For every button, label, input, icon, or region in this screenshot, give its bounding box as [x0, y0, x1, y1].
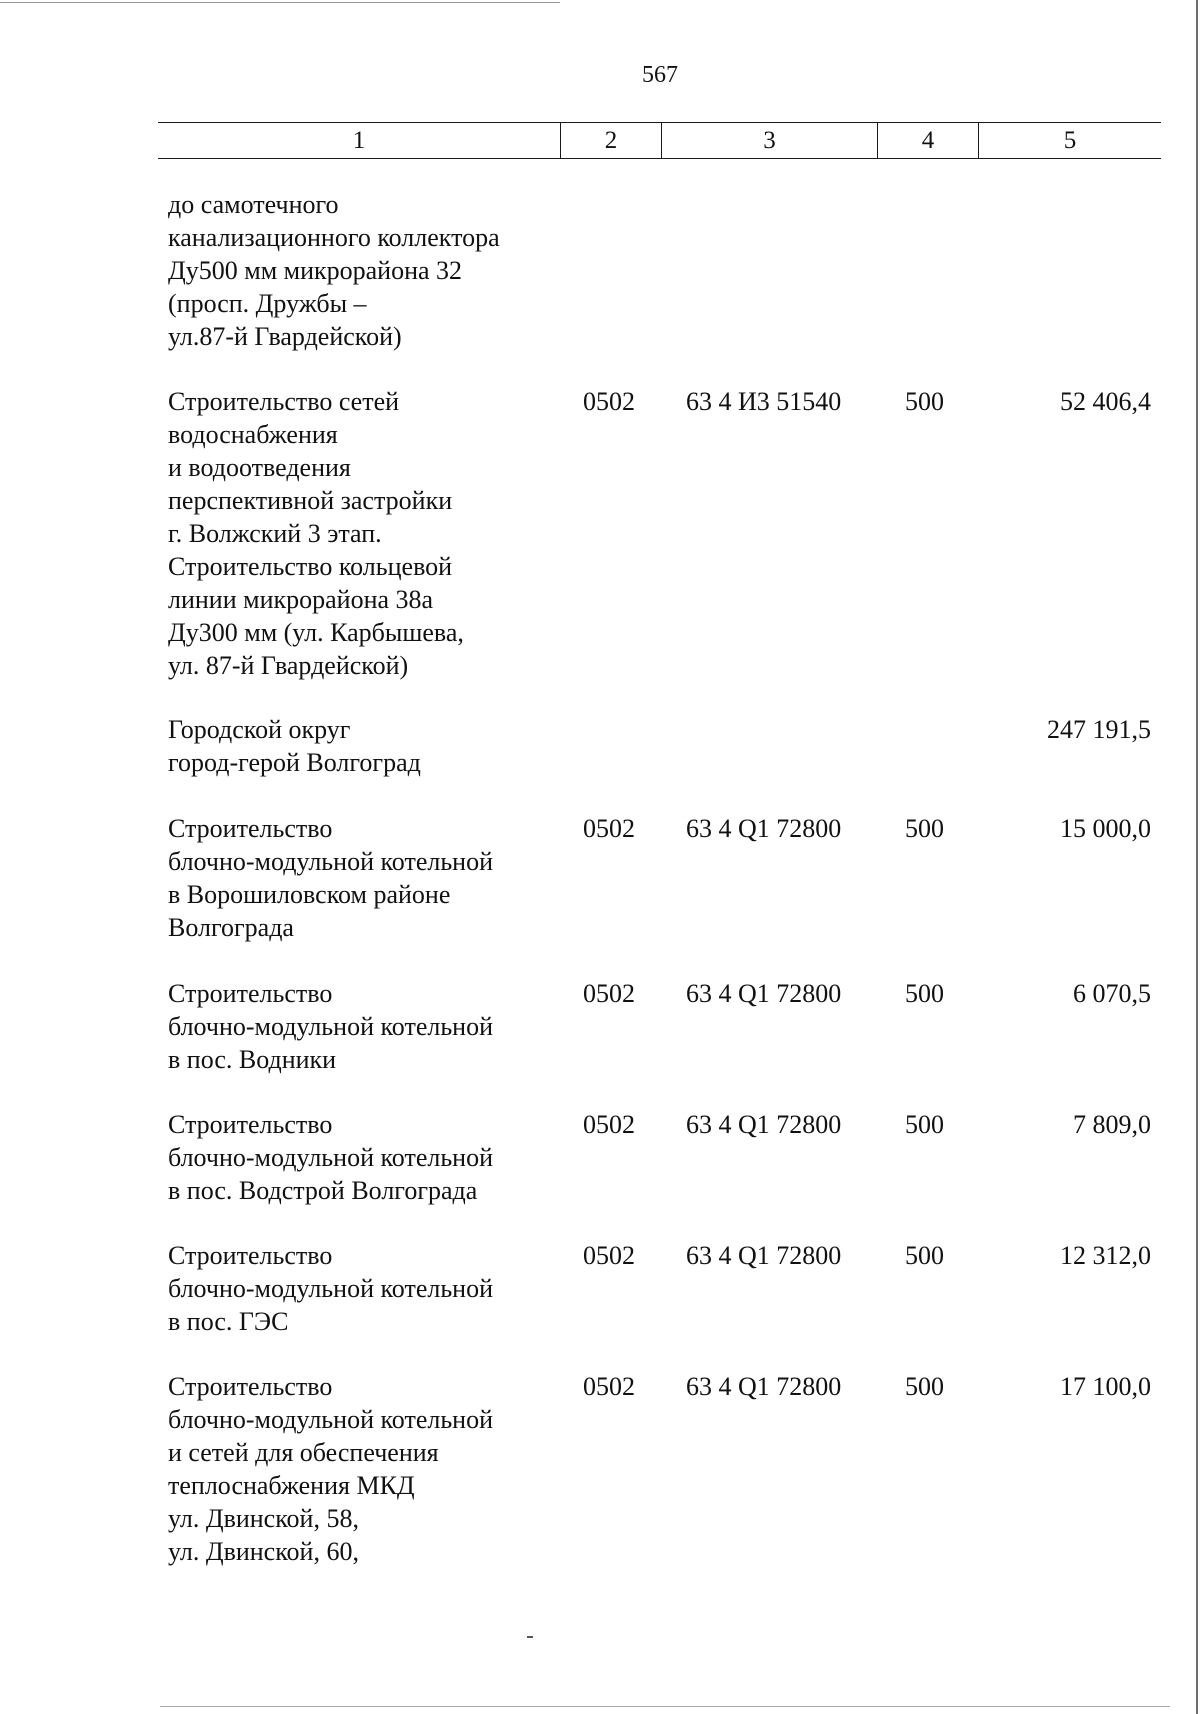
row-description [168, 713, 568, 779]
description-line: водоснабжения [168, 420, 338, 449]
description-line: Строительство сетей [168, 387, 400, 416]
header-col-2: 2 [561, 123, 662, 158]
description-line: Волгограда [168, 913, 294, 942]
description-line: ул. Двинской, 58, [168, 1504, 359, 1533]
section-code: 0502 [583, 1372, 635, 1401]
description-line: и сетей для обеспечения [168, 1438, 439, 1467]
description-line: теплоснабжения МКД [168, 1471, 415, 1500]
amount: 17 100,0 [1060, 1372, 1151, 1401]
section-code: 0502 [583, 1241, 635, 1270]
description-line: г. Волжский 3 этап. [168, 519, 382, 548]
row-description [168, 1239, 568, 1338]
header-col-1: 1 [158, 123, 561, 158]
description-line: в пос. Водстрой Волгограда [168, 1176, 478, 1205]
target-item-code: 63 4 Q1 72800 [686, 1110, 842, 1139]
description-line: ул.87-й Гвардейской) [168, 322, 402, 351]
target-item-code: 63 4 Q1 72800 [686, 979, 842, 1008]
section-code: 0502 [583, 387, 635, 416]
description-line: в пос. ГЭС [168, 1307, 289, 1336]
description-line: Строительство [168, 814, 333, 843]
amount: 15 000,0 [1060, 814, 1151, 843]
row-description [168, 188, 568, 353]
table-header-row [158, 122, 1161, 159]
row-description [168, 812, 568, 944]
page-number: 567 [642, 62, 678, 88]
row-description [168, 1108, 568, 1207]
description-line: перспективной застройки [168, 486, 453, 515]
amount: 12 312,0 [1060, 1241, 1151, 1270]
description-line: в пос. Водники [168, 1045, 337, 1074]
description-line: линии микрорайона 38а [168, 585, 434, 614]
row-description [168, 977, 568, 1076]
description-line: Строительство [168, 979, 333, 1008]
description-line: канализационного коллектора [168, 223, 500, 252]
description-line: Строительство [168, 1241, 333, 1270]
expense-type: 500 [905, 1372, 944, 1401]
description-line: Строительство [168, 1372, 333, 1401]
row-description [168, 1370, 568, 1568]
description-line: блочно-модульной котельной [168, 1012, 494, 1041]
scan-edge-top [0, 2, 560, 3]
target-item-code: 63 4 Q1 72800 [686, 814, 842, 843]
description-line: блочно-модульной котельной [168, 1405, 494, 1434]
section-code: 0502 [583, 1110, 635, 1139]
expense-type: 500 [905, 387, 944, 416]
description-line: и водоотведения [168, 453, 351, 482]
expense-type: 500 [905, 1110, 944, 1139]
description-line: блочно-модульной котельной [168, 1143, 494, 1172]
description-line: Городской округ [168, 715, 351, 744]
expense-type: 500 [905, 814, 944, 843]
scan-edge-bottom [160, 1706, 1170, 1707]
description-line: (просп. Дружбы – [168, 289, 367, 318]
description-line: блочно-модульной котельной [168, 1274, 494, 1303]
target-item-code: 63 4 И3 51540 [686, 387, 842, 416]
description-line: ул. Двинской, 60, [168, 1537, 359, 1566]
section-code: 0502 [583, 814, 635, 843]
description-line: в Ворошиловском районе [168, 880, 451, 909]
amount: 247 191,5 [1047, 715, 1151, 744]
header-col-5: 5 [1063, 127, 1077, 154]
description-line: до самотечного [168, 190, 339, 219]
header-col-3: 3 [662, 123, 878, 158]
row-description [168, 385, 568, 682]
section-code: 0502 [583, 979, 635, 1008]
scan-speck [527, 1636, 533, 1638]
target-item-code: 63 4 Q1 72800 [686, 1241, 842, 1270]
description-line: ул. 87-й Гвардейской) [168, 651, 409, 680]
description-line: Строительство кольцевой [168, 552, 453, 581]
amount: 7 809,0 [1073, 1110, 1151, 1139]
scan-edge-right [1196, 0, 1198, 1714]
description-line: Строительство [168, 1110, 333, 1139]
description-line: Ду300 мм (ул. Карбышева, [168, 618, 464, 647]
target-item-code: 63 4 Q1 72800 [686, 1372, 842, 1401]
description-line: город-герой Волгоград [168, 748, 421, 777]
amount: 52 406,4 [1060, 387, 1151, 416]
description-line: Ду500 мм микрорайона 32 [168, 256, 463, 285]
amount: 6 070,5 [1073, 979, 1151, 1008]
expense-type: 500 [905, 979, 944, 1008]
header-col-4: 4 [878, 123, 979, 158]
expense-type: 500 [905, 1241, 944, 1270]
description-line: блочно-модульной котельной [168, 847, 494, 876]
